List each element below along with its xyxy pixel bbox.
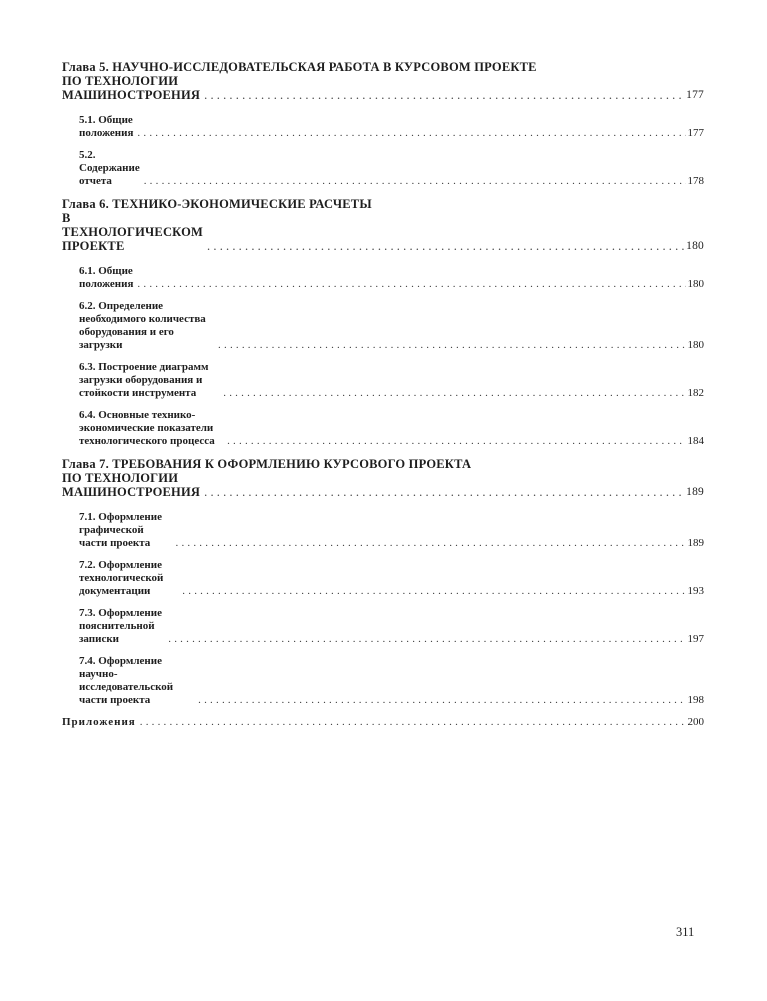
dot-leader <box>204 485 684 499</box>
page-ref: 180 <box>687 278 704 290</box>
entry-label: 5.2. Содержание отчета <box>79 149 140 187</box>
page-ref: 184 <box>687 435 704 447</box>
dot-leader <box>137 278 685 291</box>
entry-label: 6.3. Построение диаграмм загрузки оборудования и стойкости инструмента <box>79 361 209 399</box>
entry-label: 7.3. Оформление пояснительной записки <box>79 607 162 645</box>
toc-entry[interactable] <box>79 655 704 707</box>
toc-entry[interactable] <box>79 409 704 448</box>
chapter-title: Глава 6. ТЕХНИКО-ЭКОНОМИЧЕСКИЕ РАСЧЕТЫ <box>62 197 372 211</box>
entry-label: 7.1. Оформление графической части проекта <box>79 511 162 549</box>
page-ref: 177 <box>687 127 704 139</box>
toc-entry[interactable] <box>79 149 704 188</box>
entry-label: 5.1. Общие положения <box>79 114 134 139</box>
toc-entry[interactable] <box>79 361 704 400</box>
dot-leader <box>227 435 685 448</box>
entry-label: Приложения <box>62 716 136 728</box>
chapter-5 <box>62 60 704 188</box>
chapter-7 <box>62 457 704 707</box>
entry-label: 6.2. Определение необходимого количества оборудования и его загрузки <box>79 300 206 351</box>
chapter-title-cont: ПО ТЕХНОЛОГИИ МАШИНОСТРОЕНИЯ <box>62 74 201 102</box>
page-number: 311 <box>676 925 695 939</box>
chapter-title: Глава 5. НАУЧНО-ИССЛЕДОВАТЕЛЬСКАЯ РАБОТА В КУРСОВОМ ПРОЕКТЕ <box>62 60 537 74</box>
chapter-title-cont: В ТЕХНОЛОГИЧЕСКОМ ПРОЕКТЕ <box>62 211 204 253</box>
toc-entry[interactable] <box>79 511 704 550</box>
section-list <box>62 265 704 448</box>
table-of-contents <box>62 60 704 729</box>
page-ref: 182 <box>687 387 704 399</box>
page-ref: 189 <box>686 486 704 498</box>
chapter-title-line[interactable] <box>62 74 704 102</box>
toc-entry[interactable] <box>79 114 704 140</box>
dot-leader <box>168 633 685 646</box>
dot-leader <box>204 88 684 102</box>
chapter-6 <box>62 197 704 448</box>
page-ref: 178 <box>687 175 704 187</box>
entry-label: 6.1. Общие положения <box>79 265 134 290</box>
toc-entry[interactable] <box>79 300 704 352</box>
dot-leader <box>144 175 686 188</box>
toc-entry[interactable] <box>79 265 704 291</box>
section-list <box>62 114 704 188</box>
page-ref: 180 <box>686 240 704 252</box>
page-ref: 197 <box>687 633 704 645</box>
entry-label: 6.4. Основные технико-экономические показатели технологического процесса <box>79 409 215 447</box>
dot-leader <box>198 694 685 707</box>
chapter-title-line[interactable] <box>62 471 704 499</box>
dot-leader <box>223 387 685 400</box>
chapter-title-cont: ПО ТЕХНОЛОГИИ МАШИНОСТРОЕНИЯ <box>62 471 201 499</box>
dot-leader <box>218 339 685 352</box>
page-ref: 177 <box>686 89 704 101</box>
chapter-title: Глава 7. ТРЕБОВАНИЯ К ОФОРМЛЕНИЮ КУРСОВОГО ПРОЕКТА <box>62 457 472 471</box>
dot-leader <box>176 537 686 550</box>
toc-entry-appendix[interactable] <box>62 716 704 729</box>
dot-leader <box>137 127 685 140</box>
dot-leader <box>182 585 685 598</box>
page-ref: 200 <box>687 716 704 728</box>
page-ref: 180 <box>687 339 704 351</box>
toc-entry[interactable] <box>79 559 704 598</box>
dot-leader <box>207 239 684 253</box>
dot-leader <box>140 716 686 729</box>
section-list <box>62 511 704 707</box>
page-ref: 189 <box>687 537 704 549</box>
entry-label: 7.4. Оформление научно-исследовательской части проекта <box>79 655 174 706</box>
entry-label: 7.2. Оформление технологической документации <box>79 559 164 597</box>
page-ref: 198 <box>687 694 704 706</box>
page-ref: 193 <box>687 585 704 597</box>
chapter-title-line[interactable] <box>62 211 704 253</box>
toc-entry[interactable] <box>79 607 704 646</box>
